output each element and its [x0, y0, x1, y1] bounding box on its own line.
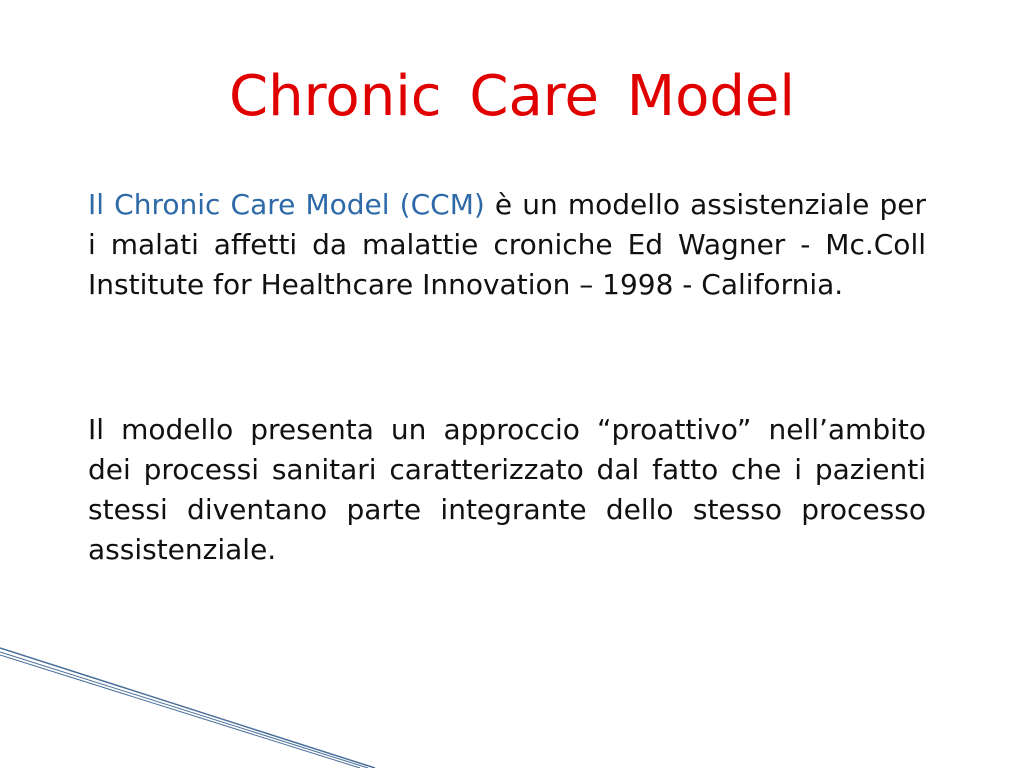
decorative-lines — [0, 630, 400, 768]
decorative-line-2 — [0, 652, 368, 768]
slide-title: Chronic Care Model — [229, 64, 795, 129]
ccm-definition-text: è un modello assistenziale per i malati affetti da malattie croniche Ed Wagner - Mc.Coll Institute for Healthcare Innovation – 1998 - California. — [88, 188, 927, 301]
paragraph-ccm-definition — [88, 185, 926, 305]
decorative-line-1 — [0, 648, 375, 768]
paragraph-model-approach: Il modello presenta un approccio “proattivo” nell’ambito dei processi sanitari caratterizzato dal fatto che i pazienti stessi diventano parte integrante dello stesso processo assistenziale. — [88, 413, 926, 566]
ccm-highlight-text: Il Chronic Care Model (CCM) — [88, 188, 485, 221]
decorative-line-3 — [0, 655, 360, 768]
